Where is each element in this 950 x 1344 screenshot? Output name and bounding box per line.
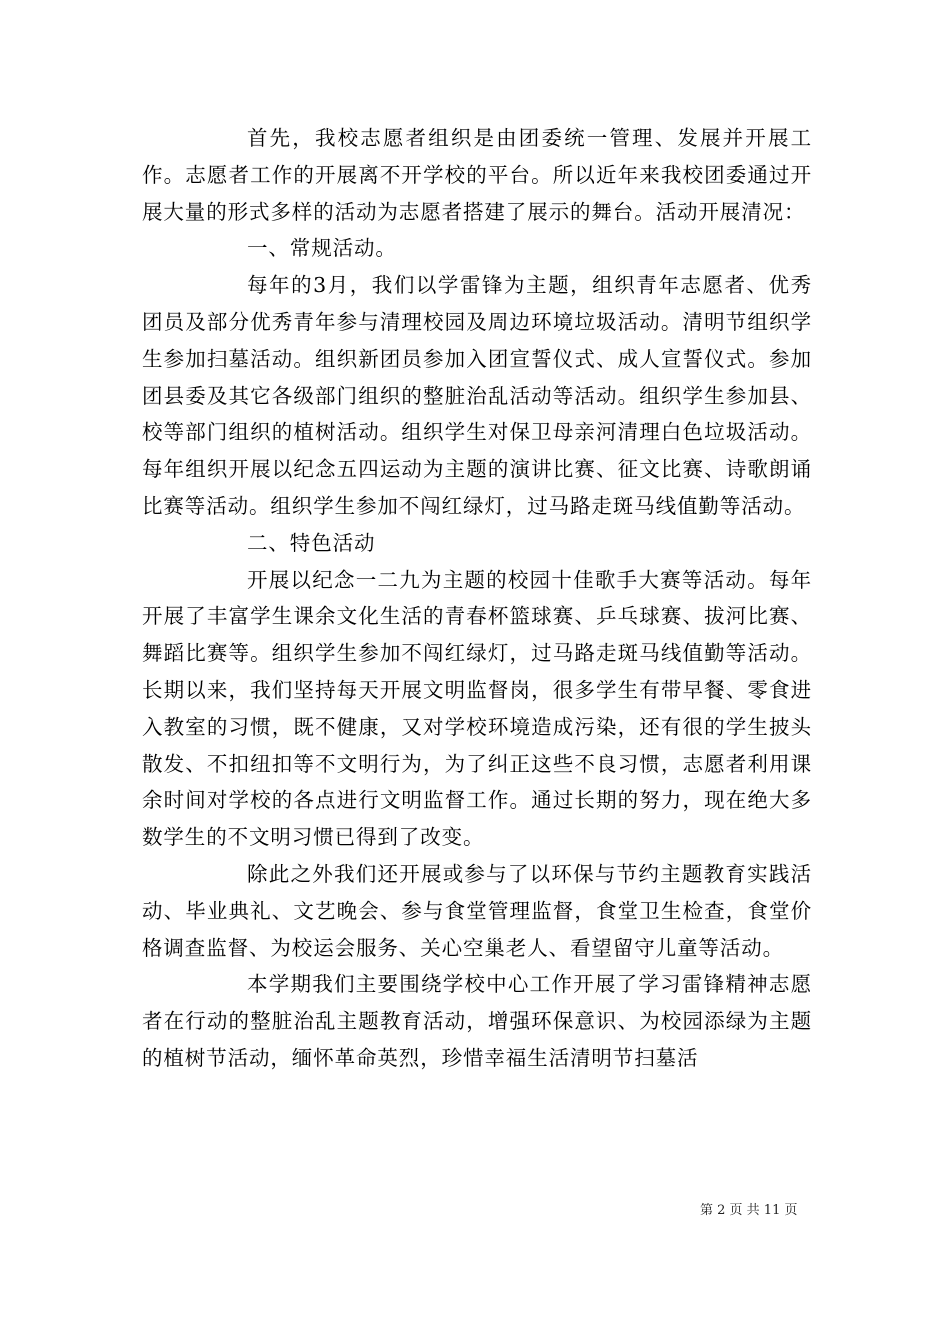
paragraph-other-activities: 除此之外我们还开展或参与了以环保与节约主题教育实践活动、毕业典礼、文艺晚会、参与食堂管理监督，食堂卫生检查，食堂价格调查监督、为校运会服务、关心空巢老人、看望留守儿童等活动。 — [142, 861, 812, 960]
section-heading-regular-activities: 一、常规活动。 — [247, 236, 397, 261]
paragraph-this-semester: 本学期我们主要围绕学校中心工作开展了学习雷锋精神志愿者在行动的整脏治乱主题教育活动，增强环保意识、为校园添绿为主题的植树节活动，缅怀革命英烈，珍惜幸福生活清明节扫墓活 — [142, 972, 812, 1070]
document-body — [142, 120, 812, 1077]
paragraph-intro: 首先，我校志愿者组织是由团委统一管理、发展并开展工作。志愿者工作的开展离不开学校的平台。所以近年来我校团委通过开展大量的形式多样的活动为志愿者搭建了展示的舞台。活动开展清况： — [142, 126, 812, 224]
page-number-footer: 第 2 页 共 11 页 — [700, 1203, 798, 1218]
section-heading-special-activities: 二、特色活动 — [247, 530, 376, 555]
paragraph-special-activities: 开展以纪念一二九为主题的校园十佳歌手大赛等活动。每年开展了丰富学生课余文化生活的青春杯篮球赛、乒乓球赛、拔河比赛、舞蹈比赛等。组织学生参加不闯红绿灯，过马路走斑马线值勤等活动。长期以来，我们坚持每天开展文明监督岗，很多学生有带早餐、零食进入教室的习惯，既不健康，又对学校环境造成污染，还有很的学生披头散发、不扣纽扣等不文明行为，为了纠正这些不良习惯，志愿者利用课余时间对学校的各点进行文明监督工作。通过长期的努力，现在绝大多数学生的不文明习惯已得到了改变。 — [142, 567, 812, 850]
paragraph-regular-activities: 每年的3月，我们以学雷锋为主题，组织青年志愿者、优秀团员及部分优秀青年参与清理校园及周边环境垃圾活动。清明节组织学生参加扫墓活动。组织新团员参加入团宣誓仪式、成人宣誓仪式。参加团县委及其它各级部门组织的整脏治乱活动等活动。组织学生参加县、校等部门组织的植树活动。组织学生对保卫母亲河清理白色垃圾活动。每年组织开展以纪念五四运动为主题的演讲比赛、征文比赛、诗歌朗诵比赛等活动。组织学生参加不闯红绿灯，过马路走斑马线值勤等活动。 — [142, 273, 812, 518]
